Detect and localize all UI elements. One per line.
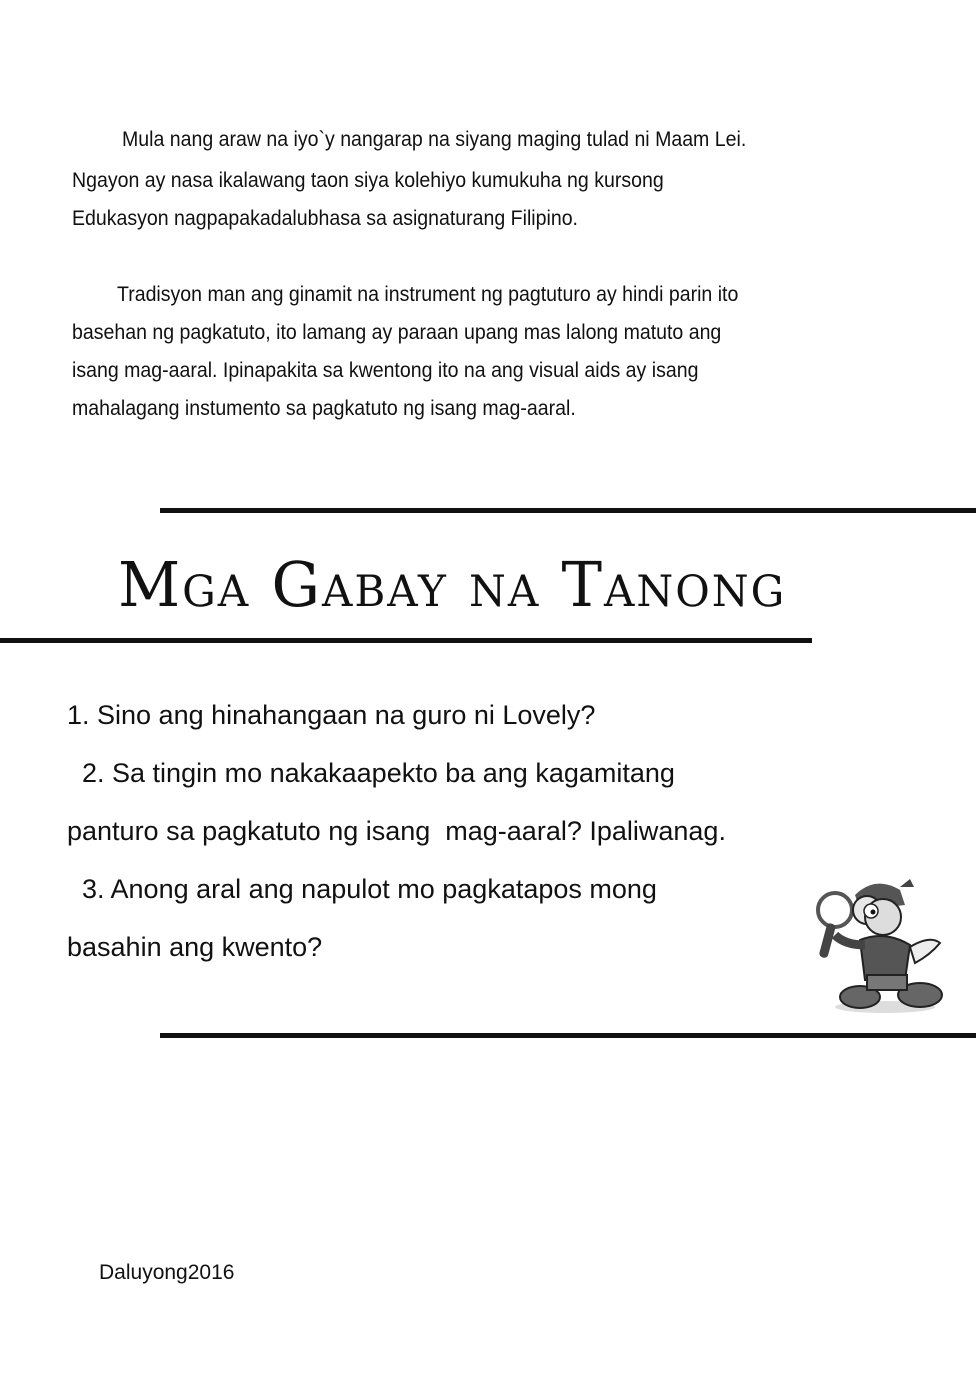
paragraph-line: Tradisyon man ang ginamit na instrument ng pagtuturo ay hindi parin ito — [117, 283, 739, 306]
question-item: 1. Sino ang hinahangaan na guro ni Lovely? — [67, 700, 596, 730]
question-item: panturo sa pagkatuto ng isang mag-aaral? Ipaliwanag. — [67, 816, 726, 846]
divider-bottom — [160, 1033, 976, 1038]
paragraph-line: mahalagang instumento sa pagkatuto ng isang mag-aaral. — [72, 397, 576, 420]
question-item: 3. Anong aral ang napulot mo pagkatapos mong — [67, 874, 657, 904]
detective-illustration — [805, 875, 955, 1020]
divider-middle — [0, 638, 812, 643]
footer-text: Daluyong2016 — [99, 1261, 235, 1284]
divider-top — [160, 508, 976, 513]
paragraph-line: Mula nang araw na iyo`y nangarap na siyang maging tulad ni Maam Lei. — [122, 128, 747, 151]
paragraph-line: isang mag-aaral. Ipinapakita sa kwentong ito na ang visual aids ay isang — [72, 359, 699, 382]
paragraph-line: Edukasyon nagpapakadalubhasa sa asignaturang Filipino. — [72, 207, 578, 230]
paragraph-line: Ngayon ay nasa ikalawang taon siya kolehiyo kumukuha ng kursong — [72, 169, 664, 192]
section-title: Mga Gabay na Tanong — [118, 548, 787, 621]
question-item: basahin ang kwento? — [67, 932, 323, 962]
question-item: 2. Sa tingin mo nakakaapekto ba ang kagamitang — [67, 758, 675, 788]
paragraph-line: basehan ng pagkatuto, ito lamang ay paraan upang mas lalong matuto ang — [72, 321, 722, 344]
